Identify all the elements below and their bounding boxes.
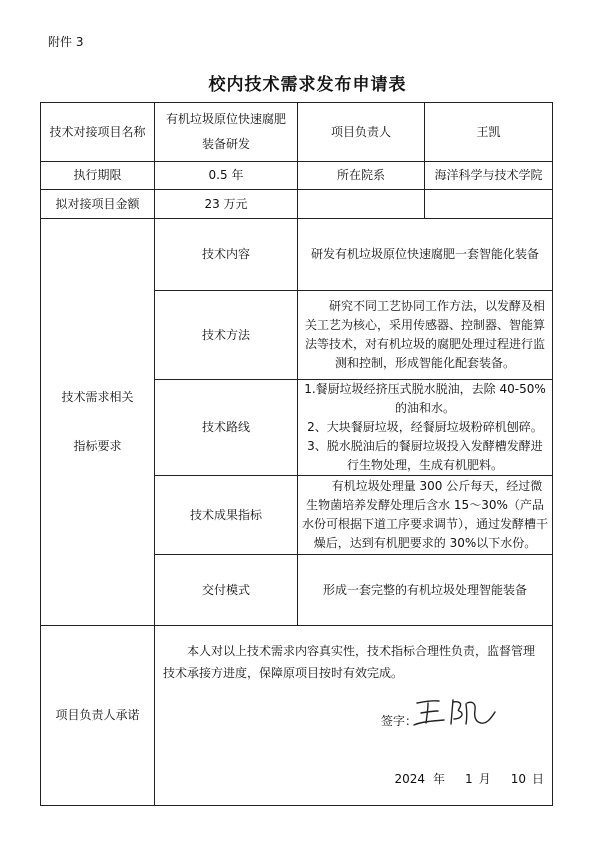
row-project-name <box>41 103 553 162</box>
project-name-label: 技术对接项目名称 <box>41 103 155 162</box>
period-label: 执行期限 <box>41 162 155 190</box>
handwritten-signature <box>411 694 501 730</box>
delivery-label: 交付模式 <box>155 555 298 626</box>
date-day-unit: 日 <box>531 772 544 786</box>
delivery-value: 形成一套完整的有机垃圾处理智能装备 <box>298 555 553 626</box>
row-tech-content <box>41 219 553 291</box>
tech-route-item: 2、大块餐厨垃圾，经餐厨垃圾粉碎机刨碎。 <box>307 420 543 434</box>
date-year: 2024 <box>394 772 426 786</box>
requirements-group-line1: 技术需求相关 <box>61 390 134 404</box>
tech-method-cell <box>298 291 553 380</box>
tech-route-label: 技术路线 <box>155 380 298 476</box>
tech-route-item: 1.餐厨垃圾经挤压式脱水脱油，去除 40-50%的油和水。 <box>304 382 546 415</box>
amount-label: 拟对接项目金额 <box>41 190 155 219</box>
amount-value: 23 万元 <box>155 190 298 219</box>
signature-label: 签字： <box>381 714 418 728</box>
tech-method-label: 技术方法 <box>155 291 298 380</box>
project-name-line1: 有机垃圾原位快速腐肥 <box>165 112 286 126</box>
date-month-unit: 月 <box>478 772 491 786</box>
tech-route-cell <box>298 380 553 476</box>
project-name-line2: 装备研发 <box>201 137 250 151</box>
date-day: 10 <box>510 772 526 786</box>
requirements-group-label <box>41 219 155 626</box>
project-leader-label: 项目负责人 <box>298 103 425 162</box>
department-value: 海洋科学与技术学院 <box>425 162 553 190</box>
department-label: 所在院系 <box>298 162 425 190</box>
date-month: 1 <box>465 772 473 786</box>
form-title: 校内技术需求发布申请表 <box>208 75 407 95</box>
tech-content-value: 研发有机垃圾原位快速腐肥一套智能化装备 <box>298 219 553 291</box>
tech-result-cell <box>298 476 553 555</box>
project-leader-value: 王凯 <box>425 103 553 162</box>
row-period <box>41 162 553 190</box>
commitment-date <box>394 770 544 789</box>
tech-content-label: 技术内容 <box>155 219 298 291</box>
project-name-value <box>155 103 298 162</box>
empty-cell-a <box>298 190 425 219</box>
empty-cell-b <box>425 190 553 219</box>
tech-route-item: 3、脱水脱油后的餐厨垃圾投入发酵槽发酵进行生物处理，生成有机肥料。 <box>307 439 543 472</box>
commitment-cell <box>155 626 553 806</box>
row-amount <box>41 190 553 219</box>
row-commitment <box>41 626 553 806</box>
commitment-label: 项目负责人承诺 <box>41 626 155 806</box>
tech-result-label: 技术成果指标 <box>155 476 298 555</box>
date-year-unit: 年 <box>433 772 446 786</box>
requirements-group-line2: 指标要求 <box>73 439 122 453</box>
attachment-label: 附件 3 <box>48 35 84 49</box>
tech-method-value: 研究不同工艺协同工作方法，以发酵及相关工艺为核心，采用传感器、控制器、智能算法等技术，对有机垃圾的腐肥处理过程进行监测和控制，形成智能化配套装备。 <box>304 299 545 370</box>
period-value: 0.5 年 <box>155 162 298 190</box>
tech-result-value: 有机垃圾处理量 300 公斤每天，经过微生物菌培养发酵处理后含水 15～30%（产品水份可根据下道工序要求调节），通过发酵槽干燥后，达到有机肥要求的 30%以下水份。 <box>302 479 549 550</box>
application-form-table <box>40 102 553 806</box>
commitment-text: 本人对以上技术需求内容真实性，技术指标合理性负责，监督管理技术承接方进度，保障原项目按时有效完成。 <box>163 644 536 680</box>
